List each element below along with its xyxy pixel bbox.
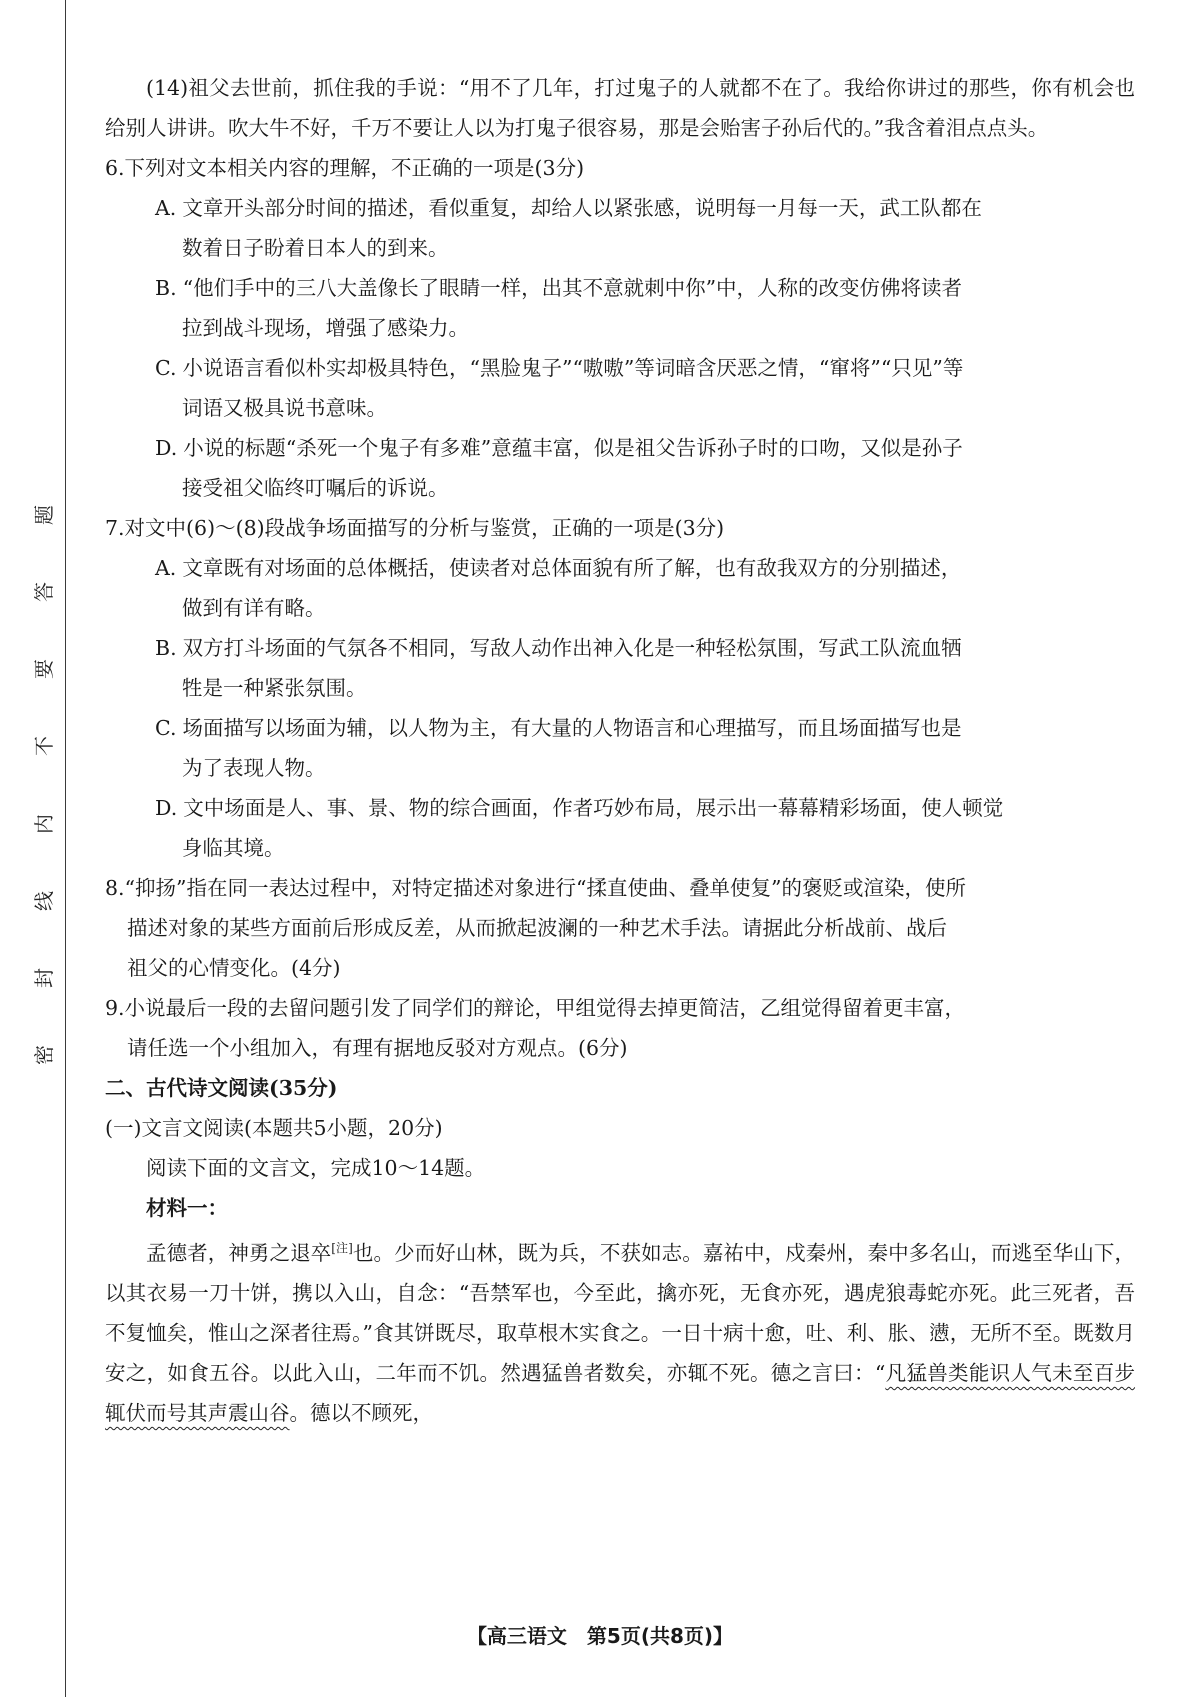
option-text: 小说的标题“杀死一个鬼子有多难”意蕴丰富，似是祖父告诉孙子时的口吻，又似是孙子	[183, 436, 963, 460]
option-text-cont: 数着日子盼着日本人的到来。	[182, 236, 449, 260]
page-footer: 【高三语文 第5页(共8页)】	[466, 1624, 734, 1648]
option-text-cont: 接受祖父临终叮嘱后的诉说。	[182, 476, 449, 500]
page-content	[105, 68, 1135, 1433]
option-text: 双方打斗场面的气氛各不相同，写敌人动作出神入化是一种轻松氛围，写武工队流血牺	[182, 636, 962, 660]
option-label: B.	[155, 636, 177, 660]
side-char: 答	[32, 582, 56, 603]
question-6-option-a	[155, 188, 1135, 268]
option-text: 小说语言看似朴实却极具特色，“黑脸鬼子”“嗷嗷”等词暗含厌恶之情，“窜将”“只见”等	[182, 356, 964, 380]
side-char: 封	[32, 967, 56, 988]
option-label: A.	[155, 556, 177, 580]
classical-text-part: 孟德者，神勇之退卒	[146, 1240, 332, 1265]
subsection-heading: (一)文言文阅读(本题共5小题，20分)	[105, 1116, 443, 1140]
question-9	[105, 988, 1135, 1068]
question-7-stem: 7.对文中(6)～(8)段战争场面描写的分析与鉴赏，正确的一项是(3分)	[105, 516, 725, 540]
section-heading: 二、古代诗文阅读(35分)	[105, 1076, 338, 1100]
option-text: “他们手中的三八大盖像长了眼睛一样，出其不意就刺中你”中，人称的改变仿佛将读者	[182, 276, 963, 300]
side-char: 要	[32, 659, 56, 680]
question-8-line: 8.“抑扬”指在同一表达过程中，对特定描述对象进行“揉直使曲、叠单使复”的褒贬或渲染，使所	[105, 876, 966, 900]
question-6-option-c	[155, 348, 1135, 428]
reading-instruction: 阅读下面的文言文，完成10～14题。	[146, 1156, 486, 1180]
option-text-cont: 拉到战斗现场，增强了感染力。	[182, 316, 469, 340]
option-text-cont: 词语又极具说书意味。	[182, 396, 387, 420]
classical-text-part: 。德以不顾死，	[289, 1400, 433, 1425]
question-6-stem: 6.下列对文本相关内容的理解，不正确的一项是(3分)	[105, 156, 585, 180]
option-label: C.	[155, 716, 177, 740]
side-char: 题	[32, 505, 56, 525]
option-label: D.	[155, 796, 178, 820]
wavy-underlined-sentence: 凡猛兽类能识人气未至百步辄伏而号其声震山谷	[105, 1360, 1136, 1425]
question-8	[105, 868, 1135, 988]
classical-text-part: 也。少而好山林，既为兵，不获如志。嘉祐中，戍秦州，秦中多名山，而逃至华山下，以其衣易一刀十饼，携以入山，自念：“吾禁军也，今至此，擒亦死，无食亦死，遇虎狼毒蛇亦死。此三死者，吾不复恤矣，惟山之深者往焉。”食其饼既尽，取草根木实食之。一日十病十愈，吐、利、胀、懑，无所不至。既数月安之，如食五谷。以此入山，二年而不饥。然遇猛兽者数矣，亦辄不死。德之言曰：“	[105, 1240, 1136, 1385]
classical-text	[105, 1228, 1135, 1433]
option-text: 文中场面是人、事、景、物的综合画面，作者巧妙布局，展示出一幕幕精彩场面，使人顿觉	[183, 796, 1004, 820]
option-text-cont: 身临其境。	[182, 836, 285, 860]
option-label: D.	[155, 436, 178, 460]
option-text: 文章既有对场面的总体概括，使读者对总体面貌有所了解，也有敌我双方的分别描述，	[182, 556, 962, 580]
question-8-line: 祖父的心情变化。(4分)	[127, 956, 341, 980]
question-7-option-a	[155, 548, 1135, 628]
side-char: 密	[32, 1044, 56, 1065]
question-7-option-d	[155, 788, 1135, 868]
question-6-option-b	[155, 268, 1135, 348]
paragraph-14: (14)祖父去世前，抓住我的手说：“用不了几年，打过鬼子的人就都不在了。我给你讲过的那些，你有机会也给别人讲讲。吹大牛不好，千万不要让人以为打鬼子很容易，那是会贻害子孙后代的。”我含着泪点点头。	[105, 76, 1135, 140]
question-8-line: 描述对象的某些方面前后形成反差，从而掀起波澜的一种艺术手法。请据此分析战前、战后	[127, 916, 947, 940]
material-label: 材料一：	[146, 1196, 228, 1220]
footnote-marker: [注]	[331, 1241, 353, 1255]
side-char: 不	[32, 736, 56, 757]
option-text-cont: 为了表现人物。	[182, 756, 326, 780]
side-char: 内	[32, 813, 56, 834]
question-6-option-d	[155, 428, 1135, 508]
option-text: 场面描写以场面为辅，以人物为主，有大量的人物语言和心理描写，而且场面描写也是	[182, 716, 962, 740]
option-label: A.	[155, 196, 177, 220]
question-7-option-c	[155, 708, 1135, 788]
option-text: 文章开头部分时间的描述，看似重复，却给人以紧张感，说明每一月每一天，武工队都在	[182, 196, 982, 220]
binding-line	[65, 0, 66, 1697]
option-label: B.	[155, 276, 177, 300]
question-9-line: 请任选一个小组加入，有理有据地反驳对方观点。(6分)	[127, 1036, 628, 1060]
seal-line-notice	[24, 505, 64, 1065]
question-9-line: 9.小说最后一段的去留问题引发了同学们的辩论，甲组觉得去掉更简洁，乙组觉得留着更丰富，	[105, 996, 966, 1020]
option-text-cont: 牲是一种紧张氛围。	[182, 676, 367, 700]
option-text-cont: 做到有详有略。	[182, 596, 326, 620]
option-label: C.	[155, 356, 177, 380]
question-7-option-b	[155, 628, 1135, 708]
side-char: 线	[32, 890, 56, 911]
